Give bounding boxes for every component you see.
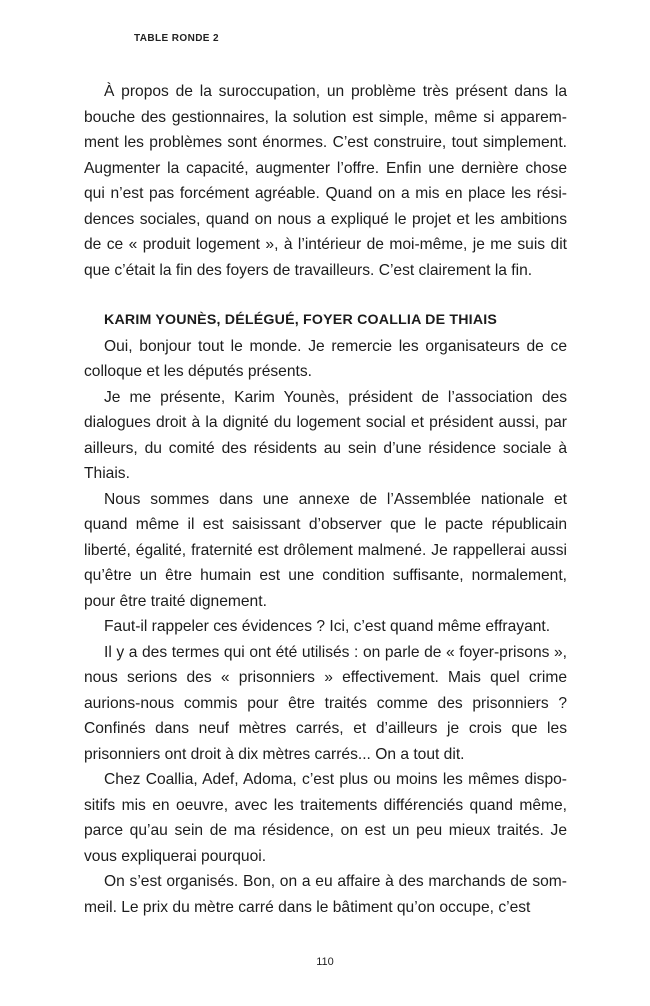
paragraph: À propos de la suroccupation, un problème très présent dans la bouche des gestionnaires, la solution est simple, même si apparemment les problèmes sont énormes. C’est construire, tout simplement. Augmenter la capacité, augmenter l’offre. Enfin une dernière chose qui n’est pas forcément agréable. Quand on a mis en place les résidences sociales, quand on nous a expliqué le projet et les ambitions de ce « produit logement », à l’intérieur de moi-même, je me suis dit que c’était la fin des foyers de travailleurs. C’est clairement la fin.: [84, 83, 567, 279]
paragraph: On s’est organisés. Bon, on a eu affaire à des marchands de sommeil. Le prix du mètre carré dans le bâtiment qu’on occupe, c’est: [84, 873, 567, 916]
page-body: [84, 79, 567, 920]
paragraph: Nous sommes dans une annexe de l’Assemblée nationale et quand même il est saisissant d’observer que le pacte républicain liberté, égalité, fraternité est drôlement malmené. Je rappellerai aussi qu’être un être humain est une condition suffisante, normalement, pour être traité dignement.: [84, 490, 567, 610]
paragraph: Il y a des termes qui ont été utilisés : on parle de « foyer-prisons », nous serions des « prisonniers » effectivement. Mais quel crime aurions-nous commis pour être traités comme des prisonniers ? Confinés dans neuf mètres carrés, et d’ailleurs je crois que les prisonniers ont droit à dix mètres carrés... On a tout dit.: [84, 643, 567, 763]
paragraph: Chez Coallia, Adef, Adoma, c’est plus ou moins les mêmes dispositifs mis en oeuvre, avec les traitements différenciés quand même, parce qu’au sein de ma résidence, on est un peu mieux traités. Je vous expliquerai pourquoi.: [84, 771, 567, 865]
paragraph: Je me présente, Karim Younès, président de l’association des dialogues droit à la dignité du logement social et président aussi, par ailleurs, du comité des résidents au sein d’une résidence sociale à Thiais.: [84, 388, 567, 482]
page-number: 110: [316, 956, 334, 968]
running-title: TABLE RONDE 2: [134, 33, 220, 44]
paragraph: Faut-il rappeler ces évidences ? Ici, c’est quand même effrayant.: [104, 618, 551, 635]
speaker-heading: KARIM YOUNÈS, DÉLÉGUÉ, FOYER COALLIA DE THIAIS: [104, 312, 498, 328]
paragraph: Oui, bonjour tout le monde. Je remercie les organisateurs de ce colloque et les députés présents.: [84, 337, 567, 380]
